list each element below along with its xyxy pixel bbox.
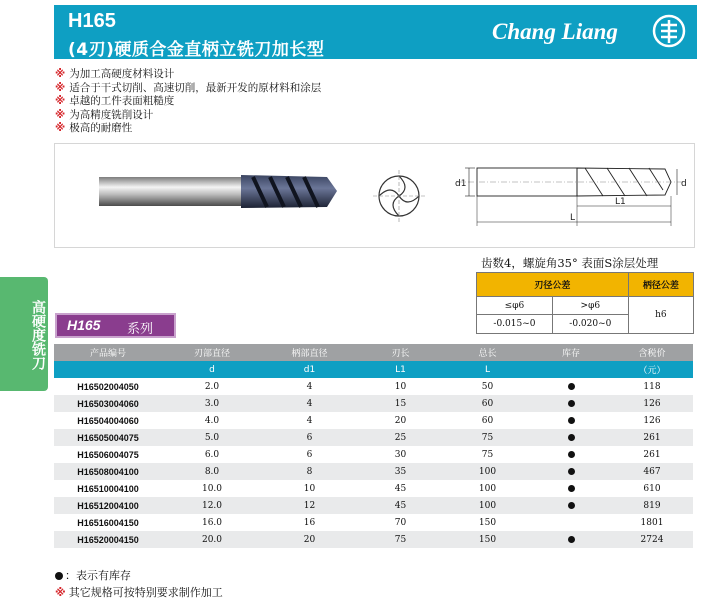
stock-legend: ：表示有库存 <box>55 567 223 584</box>
table-row <box>54 395 693 412</box>
dimension-cell: 5.0 <box>162 429 262 446</box>
product-code-cell: H16520004150 <box>54 531 162 548</box>
dimension-cell: 20.0 <box>162 531 262 548</box>
price-cell: 467 <box>611 463 693 480</box>
tolerance-range: >φ6 <box>552 296 628 315</box>
column-header: 产品编号 <box>54 344 162 361</box>
dimension-cell: 20 <box>394 415 407 426</box>
dimension-cell: 45 <box>357 497 444 514</box>
dimension-cell: 75 <box>481 449 494 460</box>
stock-cell <box>531 514 611 531</box>
tolerance-value: -0.020~0 <box>552 315 628 334</box>
product-code-cell: H16502004050 <box>77 381 139 392</box>
product-table-body <box>54 378 693 548</box>
dimension-cell: 35 <box>357 463 444 480</box>
product-code-cell: H16506004075 <box>77 449 139 460</box>
unit-cell <box>54 361 162 378</box>
shank-tolerance-header: 柄径公差 <box>628 273 693 297</box>
shank-tolerance-value: h6 <box>628 296 693 333</box>
end-view-icon <box>373 170 425 222</box>
in-stock-dot-icon <box>568 400 575 407</box>
price-cell: 126 <box>611 395 693 412</box>
in-stock-dot-icon <box>568 451 575 458</box>
table-units-row <box>54 361 693 378</box>
dimension-cell: 12.0 <box>162 497 262 514</box>
price-cell: 819 <box>611 497 693 514</box>
column-header: 柄部直径 <box>262 344 357 361</box>
category-side-tab <box>0 277 48 391</box>
unit-cell <box>531 361 611 378</box>
product-code-cell: H16508004100 <box>54 463 162 480</box>
label-d: d <box>681 179 687 189</box>
dimension-cell: 10.0 <box>201 483 223 494</box>
table-row <box>54 429 693 446</box>
in-stock-dot-icon <box>568 468 575 475</box>
dimension-cell: 6 <box>262 429 357 446</box>
dimension-cell: 10 <box>303 483 316 494</box>
side-tab-label: 高硬度铣刀 <box>30 300 46 370</box>
in-stock-dot-icon <box>568 485 575 492</box>
in-stock-dot-icon <box>568 417 575 424</box>
dimension-cell: 100 <box>444 463 531 480</box>
stock-cell <box>531 446 611 463</box>
label-d1: d1 <box>455 179 467 189</box>
table-row <box>54 446 693 463</box>
label-l1: L1 <box>615 197 626 207</box>
end-mill-illustration <box>55 144 694 247</box>
stock-cell <box>531 378 611 395</box>
dimension-cell: 60 <box>444 395 531 412</box>
dimension-cell: 6.0 <box>204 449 220 460</box>
unit-cell: （元） <box>611 361 693 378</box>
in-stock-dot-icon <box>568 502 575 509</box>
header-banner <box>54 5 697 59</box>
product-code-cell: H16505004075 <box>54 429 162 446</box>
unit-cell: d1 <box>262 361 357 378</box>
custom-order-note: ※ 其它规格可按特别要求制作加工 <box>55 586 223 599</box>
stock-cell <box>531 412 611 429</box>
dimension-cell: 50 <box>481 381 494 392</box>
column-header: 含税价 <box>611 344 693 361</box>
stock-cell <box>531 395 611 412</box>
product-code-cell: H16503004060 <box>54 395 162 412</box>
column-header: 总长 <box>444 344 531 361</box>
price-cell: 126 <box>643 415 661 426</box>
dimension-cell: 4 <box>262 395 357 412</box>
dimension-cell: 45 <box>394 483 407 494</box>
column-header: 库存 <box>531 344 611 361</box>
in-stock-dot-icon <box>568 536 575 543</box>
tolerance-table <box>476 272 694 334</box>
tool-drawing-panel <box>54 143 695 248</box>
product-code-cell: H16516004150 <box>77 517 139 528</box>
in-stock-dot-icon <box>568 383 575 390</box>
series-name: 系列 <box>127 322 154 337</box>
dimension-cell: 8 <box>262 463 357 480</box>
stock-cell <box>531 480 611 497</box>
dimension-cell: 2.0 <box>204 381 220 392</box>
column-header: 刃长 <box>357 344 444 361</box>
table-row <box>54 412 693 429</box>
unit-cell: d <box>162 361 262 378</box>
dimension-cell: 100 <box>444 497 531 514</box>
series-code: H165 <box>67 317 101 333</box>
dimension-cell: 150 <box>444 531 531 548</box>
notes <box>55 567 223 601</box>
product-code-cell: H16504004060 <box>77 415 139 426</box>
dimension-cell: 6 <box>306 449 313 460</box>
label-l: L <box>570 213 576 223</box>
unit-cell: L1 <box>357 361 444 378</box>
stock-cell <box>531 463 611 480</box>
price-cell: 2724 <box>611 531 693 548</box>
dimension-cell: 75 <box>357 531 444 548</box>
dimension-cell: 20 <box>262 531 357 548</box>
price-cell: 610 <box>643 483 661 494</box>
stock-cell <box>531 497 611 514</box>
table-row <box>54 531 693 548</box>
price-cell: 261 <box>611 429 693 446</box>
dimension-cell: 70 <box>394 517 407 528</box>
price-cell: 261 <box>643 449 661 460</box>
price-cell: 118 <box>643 381 661 392</box>
product-title: (4刃)硬质合金直柄立铣刀加长型 <box>68 40 325 60</box>
dimension-cell: 8.0 <box>162 463 262 480</box>
feature-item: ※ 极高的耐磨性 <box>55 122 133 135</box>
series-label <box>55 313 176 338</box>
table-header-row <box>54 344 693 361</box>
dimension-cell: 4.0 <box>204 415 220 426</box>
feature-item: ※ 卓越的工件表面粗糙度 <box>55 95 175 108</box>
unit-cell: L <box>444 361 531 378</box>
dimension-cell: 75 <box>444 429 531 446</box>
stock-dot-icon <box>55 572 63 580</box>
table-row <box>54 497 693 514</box>
dimension-cell: 30 <box>394 449 407 460</box>
column-header: 刃部直径 <box>162 344 262 361</box>
stock-cell <box>531 429 611 446</box>
table-row <box>54 480 693 497</box>
blade-tolerance-header: 刃径公差 <box>477 273 629 297</box>
dimension-cell: 12 <box>262 497 357 514</box>
dimension-cell: 4 <box>306 415 313 426</box>
stock-cell <box>531 531 611 548</box>
feature-item: ※ 为加工高硬度材料设计 <box>55 68 175 80</box>
dimension-cell: 4 <box>306 381 313 392</box>
tolerance-value: -0.015~0 <box>477 315 553 334</box>
feature-item: ※ 为高精度铣削设计 <box>55 108 154 121</box>
dimension-cell: 10 <box>394 381 407 392</box>
dimension-cell: 150 <box>478 517 497 528</box>
spec-caption: 齿数4，螺旋角35° 表面S涂层处理 <box>481 256 659 270</box>
in-stock-dot-icon <box>568 434 575 441</box>
dimension-cell: 16.0 <box>201 517 223 528</box>
dimension-cell: 25 <box>357 429 444 446</box>
brand-logo-icon <box>652 14 686 48</box>
dimension-cell: 16 <box>303 517 316 528</box>
product-code-cell: H16512004100 <box>54 497 162 514</box>
product-code: H165 <box>68 10 116 32</box>
product-table <box>54 344 693 548</box>
feature-list <box>55 68 321 136</box>
brand-name: Chang Liang <box>492 19 618 44</box>
feature-item: ※ 适合于干式切削、高速切削，最新开发的原材料和涂层 <box>55 81 322 94</box>
dimension-cell: 15 <box>357 395 444 412</box>
dimension-cell: 3.0 <box>162 395 262 412</box>
dimension-cell: 60 <box>481 415 494 426</box>
price-cell: 1801 <box>640 517 664 528</box>
dimension-cell: 100 <box>478 483 497 494</box>
product-code-cell: H16510004100 <box>77 483 139 494</box>
tolerance-range: ≤φ6 <box>477 296 553 315</box>
table-row <box>54 514 693 531</box>
table-row <box>54 463 693 480</box>
table-row <box>54 378 693 395</box>
